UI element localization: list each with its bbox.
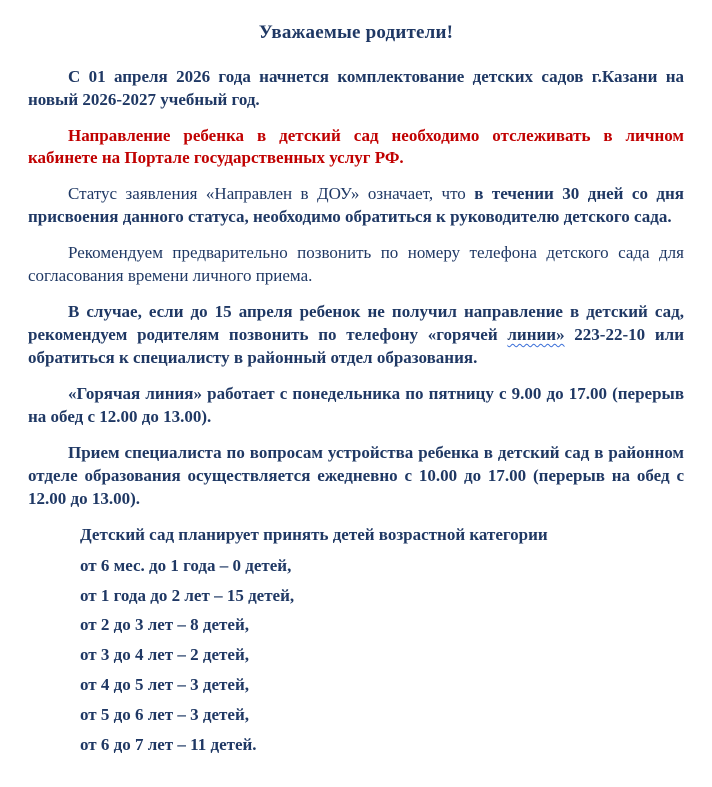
- hotline-case-before-text: В случае, если до 15 апреля ребенок не получил направление в детский сад, рекомендуем родителям позвонить по телефону «горячей: [28, 302, 684, 345]
- status-lead-text: Статус заявления «Направлен в ДОУ» означает, что: [68, 184, 475, 204]
- paragraph-tracking-alert: Направление ребенка в детский сад необходимо отслеживать в личном кабинете на Портале государственных услуг РФ.: [28, 125, 684, 168]
- status-deadline-text: в течении 30 дней со дня присвоения данного статуса, необходимо обратиться к руководителю детского сада.: [28, 184, 684, 227]
- hotline-case-spellcheck-word: линии»: [507, 325, 565, 345]
- document-title: Уважаемые родители!: [258, 22, 454, 43]
- hotline-case-after-text: 223-22-10 или обратиться к специалисту в районный отдел образования.: [28, 325, 684, 368]
- paragraph-hotline-case: [28, 301, 684, 370]
- age-list-item: от 6 до 7 лет – 11 детей.: [80, 735, 257, 755]
- age-list-item: от 5 до 6 лет – 3 детей,: [80, 705, 249, 725]
- paragraph-specialist-hours: Прием специалиста по вопросам устройства ребенка в детский сад в районном отделе образования осуществляется ежедневно с 10.00 до 17.00 (перерыв на обед с 12.00 до 13.00).: [28, 442, 684, 508]
- age-list-intro: Детский сад планирует принять детей возрастной категории: [80, 524, 548, 544]
- age-list-item: от 2 до 3 лет – 8 детей,: [80, 615, 249, 635]
- paragraph-enrollment-start: С 01 апреля 2026 года начнется комплектование детских садов г.Казани на новый 2026-2027 учебный год.: [28, 66, 684, 109]
- age-list-item: от 4 до 5 лет – 3 детей,: [80, 675, 249, 695]
- age-capacity-list: [28, 524, 684, 758]
- paragraph-call-recommendation: Рекомендуем предварительно позвонить по номеру телефона детского сада для согласования времени личного приема.: [28, 243, 684, 286]
- paragraph-status-meaning: [28, 183, 684, 229]
- age-list-item: от 1 года до 2 лет – 15 детей,: [80, 585, 295, 605]
- age-list-item: от 6 мес. до 1 года – 0 детей,: [80, 555, 292, 575]
- paragraph-hotline-hours: «Горячая линия» работает с понедельника по пятницу с 9.00 до 17.00 (перерыв на обед с 12.00 до 13.00).: [28, 383, 684, 426]
- age-list-item: от 3 до 4 лет – 2 детей,: [80, 645, 249, 665]
